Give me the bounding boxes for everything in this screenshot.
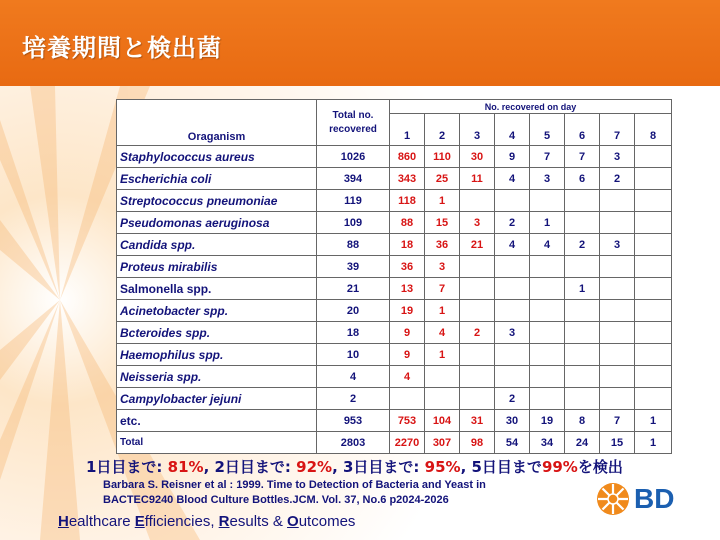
total-header-line2: recovered bbox=[329, 123, 377, 135]
day-count: 9 bbox=[390, 322, 425, 344]
day-header: 7 bbox=[600, 114, 635, 146]
tagline-word: utcomes bbox=[298, 513, 356, 530]
organism-name: Pseudomonas aeruginosa bbox=[117, 212, 317, 234]
day-count bbox=[425, 388, 460, 410]
day-count: 7 bbox=[530, 146, 565, 168]
day-header: 8 bbox=[635, 114, 672, 146]
organism-name: Streptococcus pneumoniae bbox=[117, 190, 317, 212]
table-row bbox=[117, 256, 672, 278]
day-count: 6 bbox=[565, 168, 600, 190]
day-count bbox=[635, 190, 672, 212]
total-count: 1026 bbox=[317, 146, 390, 168]
total-count: 109 bbox=[317, 212, 390, 234]
day-count bbox=[600, 278, 635, 300]
day-header: 6 bbox=[565, 114, 600, 146]
day-count: 2 bbox=[495, 388, 530, 410]
day-count: 30 bbox=[495, 410, 530, 432]
citation-line: Barbara S. Reisner et al : 1999. Time to Detection of Bacteria and Yeast in bbox=[103, 479, 486, 491]
summary-value: 99% bbox=[541, 458, 578, 476]
day-count: 54 bbox=[495, 432, 530, 454]
day-count: 1 bbox=[635, 432, 672, 454]
table-row bbox=[117, 278, 672, 300]
table-row bbox=[117, 432, 672, 454]
day-count bbox=[495, 366, 530, 388]
organism-name: Proteus mirabilis bbox=[117, 256, 317, 278]
table-row bbox=[117, 322, 672, 344]
day-count: 4 bbox=[495, 168, 530, 190]
day-count: 18 bbox=[390, 234, 425, 256]
table-row bbox=[117, 388, 672, 410]
day-count: 3 bbox=[600, 146, 635, 168]
total-count: 39 bbox=[317, 256, 390, 278]
tagline bbox=[58, 513, 355, 530]
total-column-header bbox=[317, 100, 390, 146]
day-count: 2 bbox=[460, 322, 495, 344]
day-count bbox=[460, 190, 495, 212]
day-count: 4 bbox=[495, 234, 530, 256]
day-count: 1 bbox=[425, 300, 460, 322]
day-count bbox=[635, 278, 672, 300]
tagline-initial: R bbox=[218, 513, 230, 530]
table-row bbox=[117, 410, 672, 432]
day-count bbox=[635, 168, 672, 190]
day-count: 1 bbox=[425, 344, 460, 366]
day-count: 8 bbox=[565, 410, 600, 432]
total-count: 953 bbox=[317, 410, 390, 432]
day-count bbox=[565, 366, 600, 388]
total-count: 119 bbox=[317, 190, 390, 212]
citation bbox=[103, 478, 486, 508]
day-count bbox=[530, 300, 565, 322]
table-body bbox=[117, 146, 672, 454]
day-count: 860 bbox=[390, 146, 425, 168]
day-count: 13 bbox=[390, 278, 425, 300]
day-count bbox=[565, 300, 600, 322]
bd-sunburst-icon bbox=[596, 482, 630, 516]
day-count bbox=[495, 278, 530, 300]
day-count: 88 bbox=[390, 212, 425, 234]
day-count: 4 bbox=[425, 322, 460, 344]
day-count bbox=[600, 366, 635, 388]
day-count: 36 bbox=[390, 256, 425, 278]
day-count: 2 bbox=[600, 168, 635, 190]
summary-value: 81% bbox=[167, 458, 204, 476]
day-count: 98 bbox=[460, 432, 495, 454]
day-count bbox=[390, 388, 425, 410]
day-count: 1 bbox=[635, 410, 672, 432]
day-count bbox=[635, 344, 672, 366]
organism-name: Total bbox=[117, 432, 317, 454]
day-count bbox=[565, 344, 600, 366]
day-count: 4 bbox=[390, 366, 425, 388]
tagline-word: esults & bbox=[229, 513, 288, 530]
day-header: 3 bbox=[460, 114, 495, 146]
total-count: 4 bbox=[317, 366, 390, 388]
day-count: 7 bbox=[600, 410, 635, 432]
table-row bbox=[117, 146, 672, 168]
day-count: 9 bbox=[390, 344, 425, 366]
day-count bbox=[635, 322, 672, 344]
day-count bbox=[460, 278, 495, 300]
total-header-line1: Total no. bbox=[332, 109, 374, 121]
day-count: 343 bbox=[390, 168, 425, 190]
organism-column-header: Oraganism bbox=[117, 100, 317, 146]
day-count: 19 bbox=[530, 410, 565, 432]
day-count: 2270 bbox=[390, 432, 425, 454]
day-count bbox=[425, 366, 460, 388]
day-count: 1 bbox=[565, 278, 600, 300]
day-count: 9 bbox=[495, 146, 530, 168]
organism-name: Neisseria spp. bbox=[117, 366, 317, 388]
day-count bbox=[460, 344, 495, 366]
day-count: 7 bbox=[565, 146, 600, 168]
total-count: 394 bbox=[317, 168, 390, 190]
organism-name: Staphylococcus aureus bbox=[117, 146, 317, 168]
day-count: 104 bbox=[425, 410, 460, 432]
day-count bbox=[530, 256, 565, 278]
table-row bbox=[117, 190, 672, 212]
organism-name: Escherichia coli bbox=[117, 168, 317, 190]
day-count: 3 bbox=[425, 256, 460, 278]
detection-summary bbox=[86, 456, 623, 477]
day-count: 30 bbox=[460, 146, 495, 168]
day-count bbox=[565, 190, 600, 212]
day-count bbox=[635, 212, 672, 234]
day-count bbox=[530, 190, 565, 212]
day-count: 3 bbox=[530, 168, 565, 190]
total-count: 2 bbox=[317, 388, 390, 410]
day-count bbox=[635, 388, 672, 410]
day-count bbox=[635, 234, 672, 256]
table-row bbox=[117, 344, 672, 366]
day-count: 25 bbox=[425, 168, 460, 190]
day-count: 15 bbox=[425, 212, 460, 234]
day-count bbox=[495, 190, 530, 212]
day-count: 307 bbox=[425, 432, 460, 454]
day-count: 34 bbox=[530, 432, 565, 454]
day-count bbox=[600, 300, 635, 322]
day-count: 21 bbox=[460, 234, 495, 256]
day-count: 19 bbox=[390, 300, 425, 322]
day-count: 24 bbox=[565, 432, 600, 454]
table-row bbox=[117, 234, 672, 256]
day-count bbox=[530, 366, 565, 388]
day-header: 2 bbox=[425, 114, 460, 146]
day-count bbox=[565, 212, 600, 234]
tagline-word: fficiencies, bbox=[144, 513, 219, 530]
day-count: 3 bbox=[600, 234, 635, 256]
day-count bbox=[565, 388, 600, 410]
day-count bbox=[460, 388, 495, 410]
summary-text: , 3日目まで: bbox=[332, 458, 425, 476]
day-count bbox=[635, 146, 672, 168]
day-count bbox=[530, 344, 565, 366]
day-count: 118 bbox=[390, 190, 425, 212]
tagline-initial: O bbox=[287, 513, 299, 530]
day-count bbox=[495, 344, 530, 366]
total-count: 18 bbox=[317, 322, 390, 344]
tagline-initial: H bbox=[58, 513, 69, 530]
day-count: 31 bbox=[460, 410, 495, 432]
summary-text: , 5日目まで bbox=[460, 458, 542, 476]
day-count bbox=[600, 322, 635, 344]
day-count bbox=[460, 300, 495, 322]
day-count: 1 bbox=[530, 212, 565, 234]
total-count: 21 bbox=[317, 278, 390, 300]
day-count bbox=[600, 344, 635, 366]
day-count: 11 bbox=[460, 168, 495, 190]
tagline-initial: E bbox=[134, 513, 145, 530]
day-count bbox=[495, 256, 530, 278]
day-count: 15 bbox=[600, 432, 635, 454]
day-count bbox=[600, 256, 635, 278]
day-count bbox=[635, 256, 672, 278]
day-count: 3 bbox=[460, 212, 495, 234]
organism-name: Candida spp. bbox=[117, 234, 317, 256]
day-count bbox=[635, 300, 672, 322]
bd-logo-text: BD bbox=[634, 483, 675, 514]
day-count bbox=[565, 322, 600, 344]
day-count: 1 bbox=[425, 190, 460, 212]
organism-name: Haemophilus spp. bbox=[117, 344, 317, 366]
bd-logo bbox=[596, 482, 674, 516]
summary-text: を検出 bbox=[577, 458, 623, 476]
summary-value: 92% bbox=[296, 458, 333, 476]
day-count bbox=[600, 388, 635, 410]
total-count: 88 bbox=[317, 234, 390, 256]
tagline-word: ealthcare bbox=[68, 513, 135, 530]
organism-name: Bcteroides spp. bbox=[117, 322, 317, 344]
day-count bbox=[565, 256, 600, 278]
day-count bbox=[600, 212, 635, 234]
day-header: 4 bbox=[495, 114, 530, 146]
table-row bbox=[117, 366, 672, 388]
total-count: 20 bbox=[317, 300, 390, 322]
organism-name: Acinetobacter spp. bbox=[117, 300, 317, 322]
day-count: 7 bbox=[425, 278, 460, 300]
summary-text: , 2日目まで: bbox=[203, 458, 297, 476]
detection-table bbox=[116, 99, 672, 454]
detection-table-container bbox=[116, 99, 671, 454]
day-count: 4 bbox=[530, 234, 565, 256]
day-count bbox=[460, 256, 495, 278]
day-count bbox=[600, 190, 635, 212]
slide-title: 培養期間と検出菌 bbox=[22, 34, 222, 62]
day-group-header: No. recovered on day bbox=[390, 100, 672, 114]
day-count: 2 bbox=[495, 212, 530, 234]
day-count bbox=[635, 366, 672, 388]
total-count: 10 bbox=[317, 344, 390, 366]
day-count: 110 bbox=[425, 146, 460, 168]
day-count: 36 bbox=[425, 234, 460, 256]
day-header: 5 bbox=[530, 114, 565, 146]
organism-name: etc. bbox=[117, 410, 317, 432]
organism-name: Campylobacter jejuni bbox=[117, 388, 317, 410]
table-row bbox=[117, 300, 672, 322]
total-count: 2803 bbox=[317, 432, 390, 454]
summary-text: 1日目まで: bbox=[86, 458, 168, 476]
day-count bbox=[460, 366, 495, 388]
summary-value: 95% bbox=[424, 458, 461, 476]
citation-line: BACTEC9240 Blood Culture Bottles.JCM. Vol. 37, No.6 p2024-2026 bbox=[103, 494, 449, 506]
day-count: 3 bbox=[495, 322, 530, 344]
day-count: 753 bbox=[390, 410, 425, 432]
title-bar bbox=[0, 0, 720, 86]
organism-name: Salmonella spp. bbox=[117, 278, 317, 300]
table-row bbox=[117, 168, 672, 190]
table-row bbox=[117, 212, 672, 234]
day-count: 2 bbox=[565, 234, 600, 256]
day-header: 1 bbox=[390, 114, 425, 146]
day-count bbox=[530, 388, 565, 410]
day-count bbox=[495, 300, 530, 322]
day-count bbox=[530, 278, 565, 300]
day-count bbox=[530, 322, 565, 344]
